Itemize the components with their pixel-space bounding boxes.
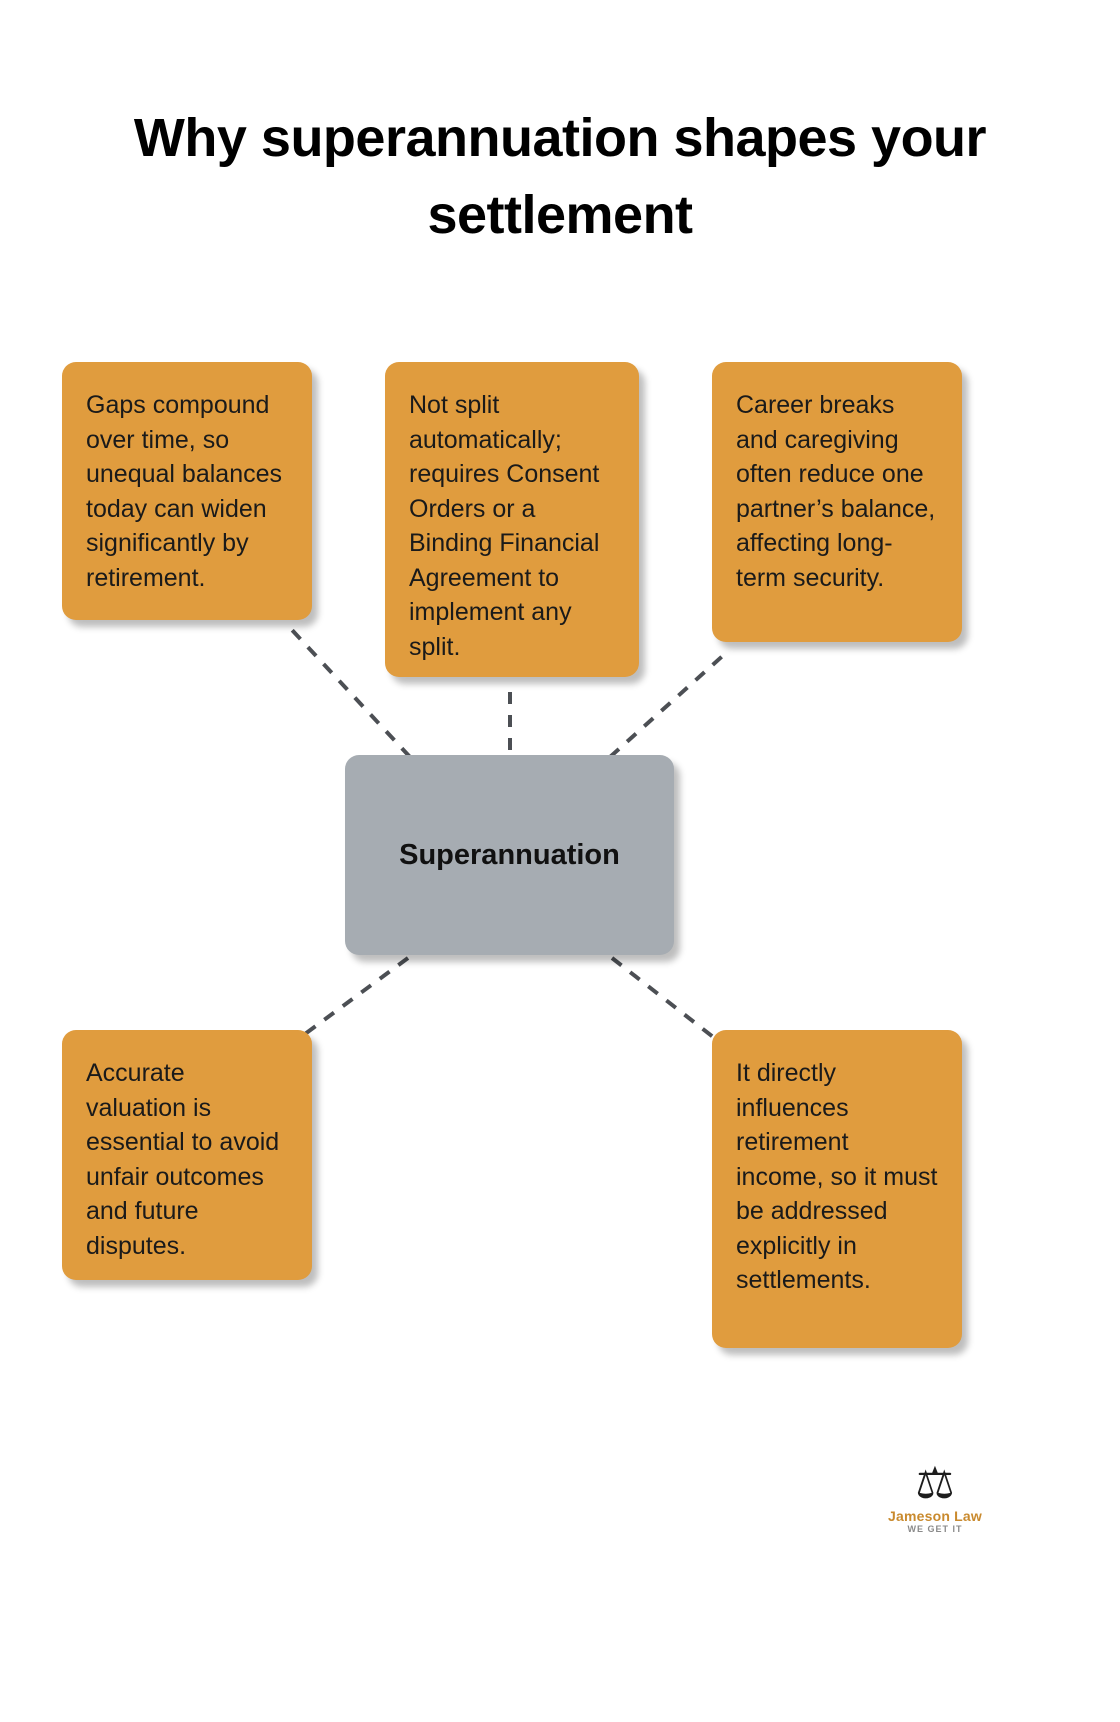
logo xyxy=(885,1459,985,1534)
logo-brand: Jameson Law xyxy=(887,1508,982,1524)
node-career-breaks xyxy=(712,362,962,642)
node-accurate-valuation-text: Accurate valuation is essential to avoid unfair outcomes and future disputes. xyxy=(86,1059,280,1260)
node-career-breaks-text: Career breaks and caregiving often reduce one partner’s balance, affecting long-term security. xyxy=(736,391,936,592)
node-not-split xyxy=(385,362,639,677)
node-retirement-income xyxy=(712,1030,962,1348)
scales-of-justice-icon: ⚖ xyxy=(915,1459,955,1508)
node-retirement-income-text: It directly influences retirement income, so it must be addressed explicitly in settlements. xyxy=(736,1059,938,1294)
node-center-label: Superannuation xyxy=(399,838,620,871)
node-center-superannuation xyxy=(345,755,674,955)
connector-center-to-itdirectly xyxy=(612,958,717,1040)
node-not-split-text: Not split automatically; requires Consent Orders or a Binding Financial Agreement to implement any split. xyxy=(409,391,600,661)
logo-tagline: WE GET IT xyxy=(907,1524,963,1534)
node-gaps xyxy=(62,362,312,620)
node-gaps-text: Gaps compound over time, so unequal balances today can widen significantly by retirement. xyxy=(86,391,282,592)
node-accurate-valuation xyxy=(62,1030,312,1280)
page-title: Why superannuation shapes your settlement xyxy=(133,108,987,245)
connector-center-to-accurate xyxy=(305,958,408,1034)
